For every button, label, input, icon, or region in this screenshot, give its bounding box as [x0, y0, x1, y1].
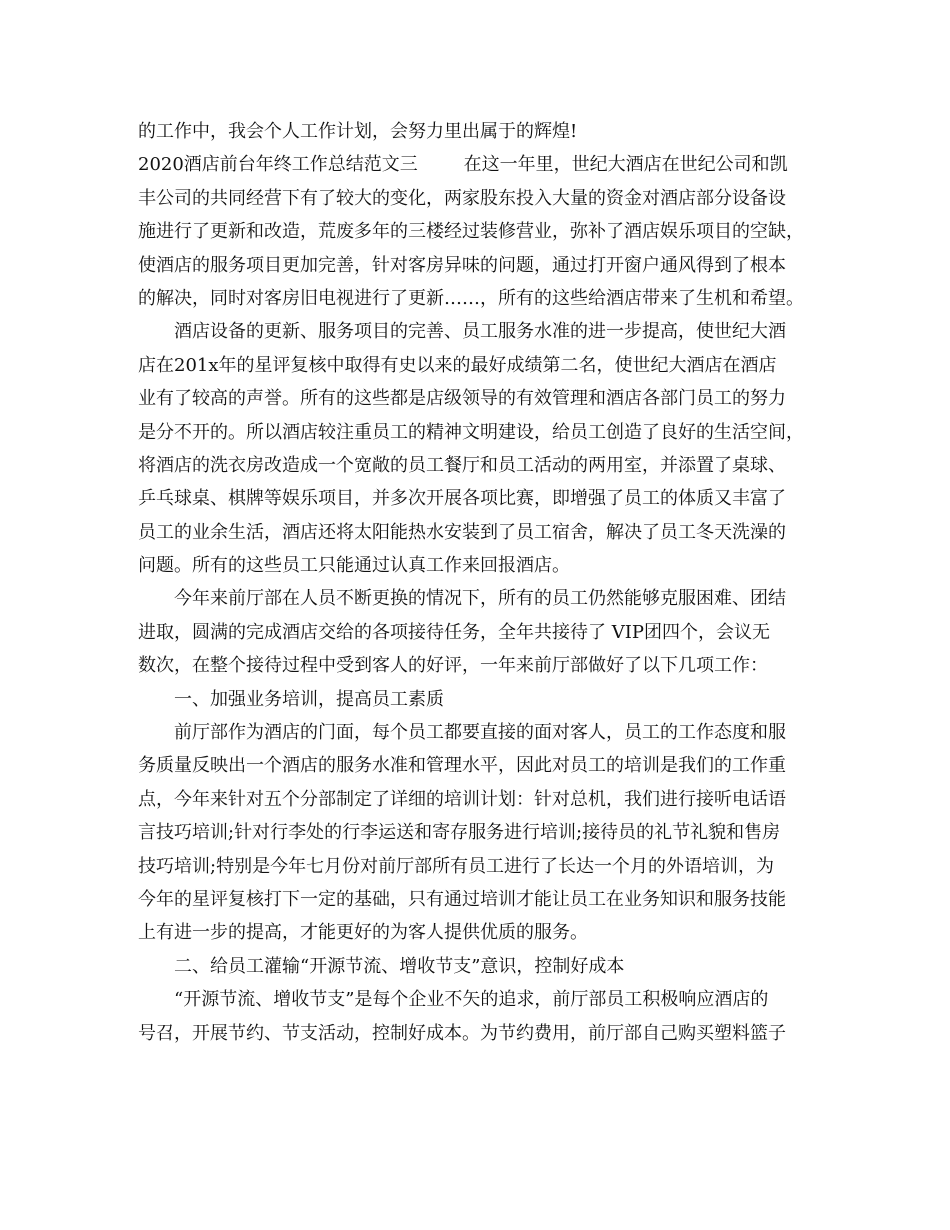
text-line: 的工作中，我会个人工作计划，会努力里出属于的辉煌! — [138, 121, 578, 142]
text-line: 今年来前厅部在人员不断更换的情况下，所有的员工仍然能够克服困难、团结 — [174, 588, 786, 610]
text-line: 业有了较高的声誉。所有的这些都是店级领导的有效管理和酒店各部门员工的努力 — [138, 388, 786, 410]
text-line: 技巧培训;特别是今年七月份对前厅部所有员工进行了长达一个月的外语培训，为 — [138, 855, 775, 877]
text-line: 号召，开展节约、节支活动，控制好成本。为节约费用，前厅部自己购买塑料篮子 — [138, 1022, 786, 1044]
text-line: 言技巧培训;针对行李处的行李运送和寄存服务进行培训;接待员的礼节礼貌和售房 — [138, 822, 781, 844]
text-line: 是分不开的。所以酒店较注重员工的精神文明建设，给员工创造了良好的生活空间， — [138, 421, 804, 443]
text-line: 将酒店的洗衣房改造成一个宽敞的员工餐厅和员工活动的两用室，并添置了桌球、 — [138, 454, 786, 476]
document-body — [138, 115, 818, 1050]
text-line: 丰公司的共同经营下有了较大的变化，两家股东投入大量的资金对酒店部分设备设 — [138, 187, 786, 209]
text-line: 员工的业余生活，酒店还将太阳能热水安装到了员工宿舍，解决了员工冬天洗澡的 — [138, 521, 786, 543]
text-line: 数次，在整个接待过程中受到客人的好评，一年来前厅部做好了以下几项工作： — [138, 655, 768, 677]
text-line: 使酒店的服务项目更加完善，针对客房异味的问题，通过打开窗户通风得到了根本 — [138, 254, 786, 276]
text-line: 今年的星评复核打下一定的基础，只有通过培训才能让员工在业务知识和服务技能 — [138, 888, 786, 910]
text-line: 前厅部作为酒店的门面，每个员工都要直接的面对客人，员工的工作态度和服 — [174, 722, 786, 744]
text-line: 进取，圆满的完成酒店交给的各项接待任务，全年共接待了 VIP团四个，会议无 — [138, 621, 770, 643]
text-line: 务质量反映出一个酒店的服务水准和管理水平，因此对员工的培训是我们的工作重 — [138, 755, 786, 777]
text-line: 2020酒店前台年终工作总结范文三 在这一年里，世纪大酒店在世纪公司和凯 — [138, 154, 788, 176]
text-line: 点，今年来针对五个分部制定了详细的培训计划：针对总机，我们进行接听电话语 — [138, 788, 786, 810]
text-line: 酒店设备的更新、服务项目的完善、员工服务水准的进一步提高，使世纪大酒 — [174, 321, 786, 343]
section-heading: 一、加强业务培训，提高员工素质 — [174, 688, 444, 710]
text-line: 问题。所有的这些员工只能通过认真工作来回报酒店。 — [138, 555, 570, 577]
text-line: 施进行了更新和改造，荒废多年的三楼经过装修营业，弥补了酒店娱乐项目的空缺， — [138, 221, 804, 243]
text-line: 乒乓球桌、棋牌等娱乐项目，并多次开展各项比赛，即增强了员工的体质又丰富了 — [138, 488, 786, 510]
text-line: 上有进一步的提高，才能更好的为客人提供优质的服务。 — [138, 922, 588, 944]
section-heading: 二、给员工灌输“开源节流、增收节支”意识，控制好成本 — [174, 955, 625, 977]
text-line: “开源节流、增收节支”是每个企业不矢的追求，前厅部员工积极响应酒店的 — [174, 989, 769, 1011]
text-line: 的解决，同时对客房旧电视进行了更新……，所有的这些给酒店带来了生机和希望。 — [138, 287, 804, 309]
text-line: 店在201x年的星评复核中取得有史以来的最好成绩第二名，使世纪大酒店在酒店 — [138, 354, 777, 376]
